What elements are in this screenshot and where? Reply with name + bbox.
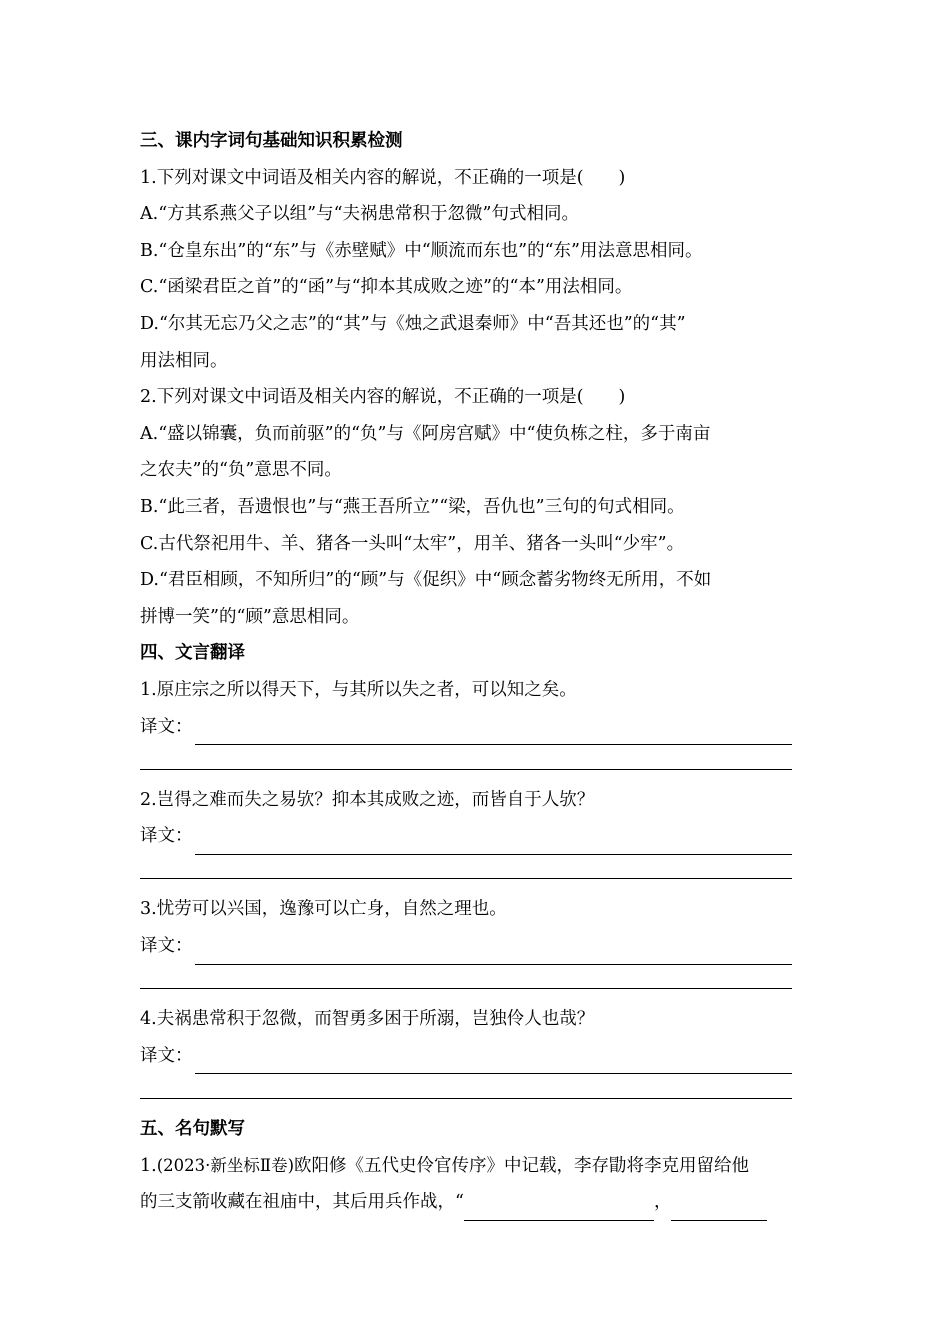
translation-answer-1[interactable] [140,709,792,746]
question-1-option-d-line2: 用法相同。 [140,350,228,371]
answer-blank-line-2[interactable] [140,855,792,892]
question-text: 欧阳修《五代史伶官传序》中记载，李存勖将李克用留给他 [294,1155,750,1176]
question-2-option-b: B.“此三者，吾遗恨也”与“燕王吾所立”“梁，吾仇也”三句的句式相同。 [140,496,685,517]
answer-label: 译文： [140,716,193,737]
question-source: (2023·新坐标Ⅱ卷) [156,1155,295,1175]
question-2-option-d-line1: D.“君臣相顾，不知所归”的“顾”与《促织》中“顾念蓄劣物终无所用，不如 [140,570,712,591]
answer-blank-line[interactable] [195,720,793,745]
question-2-option-a-line1: A.“盛以锦囊，负而前驱”的“负”与《阿房宫赋》中“使负栋之柱，多于南亩 [140,423,711,444]
answer-blank-line[interactable] [195,1049,793,1074]
question-1-option-a: A.“方其系燕父子以组”与“夫祸患常积于忽微”句式相同。 [140,204,579,225]
question-2-option-d-line2: 拼博一笑”的“顾”意思相同。 [140,606,360,627]
answer-blank-line[interactable] [195,830,793,855]
question-2-option-a-line2: 之农夫”的“负”意思不同。 [140,460,342,481]
question-text: 的三支箭收藏在祖庙中，其后用兵作战，“ [140,1192,464,1213]
section-heading-5: 五、名句默写 [140,1119,245,1140]
answer-label: 译文： [140,936,193,957]
translation-item-2: 2.岂得之难而失之易欤？抑本其成败之迹，而皆自于人欤？ [140,789,595,810]
recitation-question-1-line1 [140,1148,820,1185]
answer-blank-line-2[interactable] [140,745,792,782]
answer-blank-line-2[interactable] [140,965,792,1002]
comma: ， [653,1192,672,1213]
section-heading-4: 四、文言翻译 [140,643,245,664]
question-2-stem: 2.下列对课文中词语及相关内容的解说，不正确的一项是( ) [140,387,626,408]
question-number: 1. [140,1155,157,1176]
answer-blank-line[interactable] [195,940,793,965]
answer-label: 译文： [140,826,193,847]
translation-item-4: 4.夫祸患常积于忽微，而智勇多困于所溺，岂独伶人也哉？ [140,1009,595,1030]
translation-answer-4[interactable] [140,1038,792,1075]
fill-blank-1[interactable] [464,1200,654,1221]
translation-item-3: 3.忧劳可以兴国，逸豫可以亡身，自然之理也。 [140,899,507,920]
question-1-stem: 1.下列对课文中词语及相关内容的解说，不正确的一项是( ) [140,167,626,188]
section-heading-3: 三、课内字词句基础知识积累检测 [140,131,403,151]
question-1-option-c: C.“函梁君臣之首”的“函”与“抑本其成败之迹”的“本”用法相同。 [140,277,633,298]
translation-answer-2[interactable] [140,818,792,855]
translation-item-1: 1.原庄宗之所以得天下，与其所以失之者，可以知之矣。 [140,679,577,700]
answer-blank-line-2[interactable] [140,1074,792,1111]
question-1-option-d-line1: D.“尔其无忘乃父之志”的“其”与《烛之武退秦师》中“吾其还也”的“其” [140,313,686,334]
fill-blank-2[interactable] [671,1200,767,1221]
recitation-question-1-line2 [140,1184,820,1221]
translation-answer-3[interactable] [140,928,792,965]
question-2-option-c: C.古代祭祀用牛、羊、猪各一头叫“太牢”，用羊、猪各一头叫“少牢”。 [140,533,685,554]
question-1-option-b: B.“仓皇东出”的“东”与《赤壁赋》中“顺流而东也”的“东”用法意思相同。 [140,240,703,261]
answer-label: 译文： [140,1045,193,1066]
